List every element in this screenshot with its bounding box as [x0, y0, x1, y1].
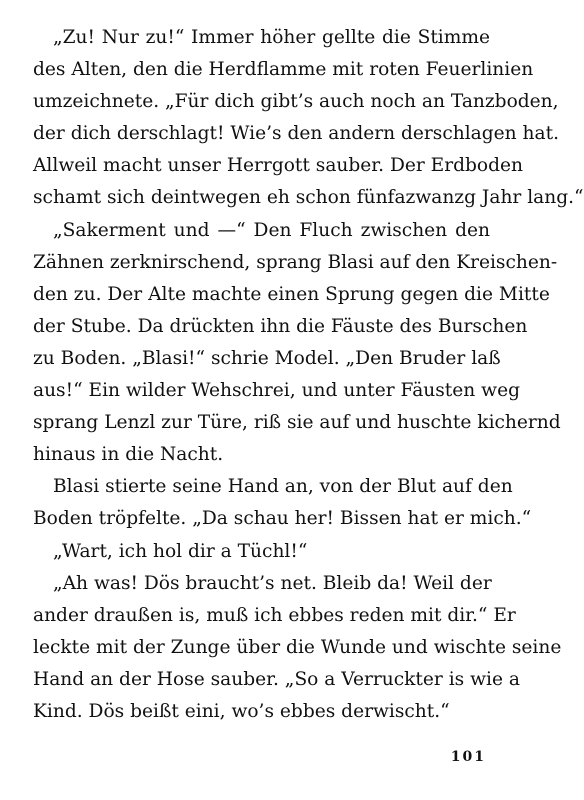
text-line: Blasi stierte seine Hand an, von der Blut auf den: [53, 476, 513, 498]
text-line: Zähnen zerknirschend, sprang Blasi auf den Kreischen-: [33, 251, 558, 273]
text-line: „Sakerment und —“ Den Fluch zwischen den: [53, 219, 490, 241]
text-line: Boden tröpfelte. „Da schau her! Bissen hat er mich.“: [33, 508, 532, 530]
text-line: hinaus in die Nacht.: [33, 444, 224, 466]
text-line: den zu. Der Alte machte einen Sprung gegen die Mitte: [33, 283, 550, 305]
text-line: „Zu! Nur zu!“ Immer höher gellte die Stimme: [53, 27, 490, 48]
text-line: des Alten, den die Herdflamme mit roten Feuerlinien: [33, 59, 534, 81]
text-line: Kind. Dös beißt eini, wo’s ebbes derwischt.“: [33, 700, 450, 722]
text-line: Hand an der Hose sauber. „So a Verruckter is wie a: [33, 668, 520, 690]
text-line: „Wart, ich hol dir a Tüchl!“: [53, 540, 308, 562]
text-line: sprang Lenzl zur Türe, riß sie auf und huschte kichernd: [33, 412, 561, 434]
page-number: 101: [450, 749, 486, 765]
text-line: ander draußen is, muß ich ebbes reden mit dir.“ Er: [33, 604, 516, 626]
text-line: schamt sich deintwegen eh schon fünfazwanzg Jahr lang.“: [33, 187, 584, 209]
text-line: aus!“ Ein wilder Wehschrei, und unter Fäusten weg: [33, 380, 520, 402]
text-line: Allweil macht unser Herrgott sauber. Der Erdboden: [33, 155, 524, 177]
text-line: der dich derschlagt! Wie’s den andern derschlagen hat.: [33, 123, 559, 145]
text-line: umzeichnete. „Für dich gibt’s auch noch an Tanzboden,: [33, 91, 559, 113]
text-line: zu Boden. „Blasi!“ schrie Model. „Den Bruder laß: [33, 347, 501, 369]
text-line: leckte mit der Zunge über die Wunde und wischte seine: [33, 636, 562, 658]
body-text: [33, 22, 584, 728]
text-line: „Ah was! Dös braucht’s net. Bleib da! Weil der: [53, 572, 492, 594]
text-line: der Stube. Da drückten ihn die Fäuste des Burschen: [33, 315, 528, 337]
